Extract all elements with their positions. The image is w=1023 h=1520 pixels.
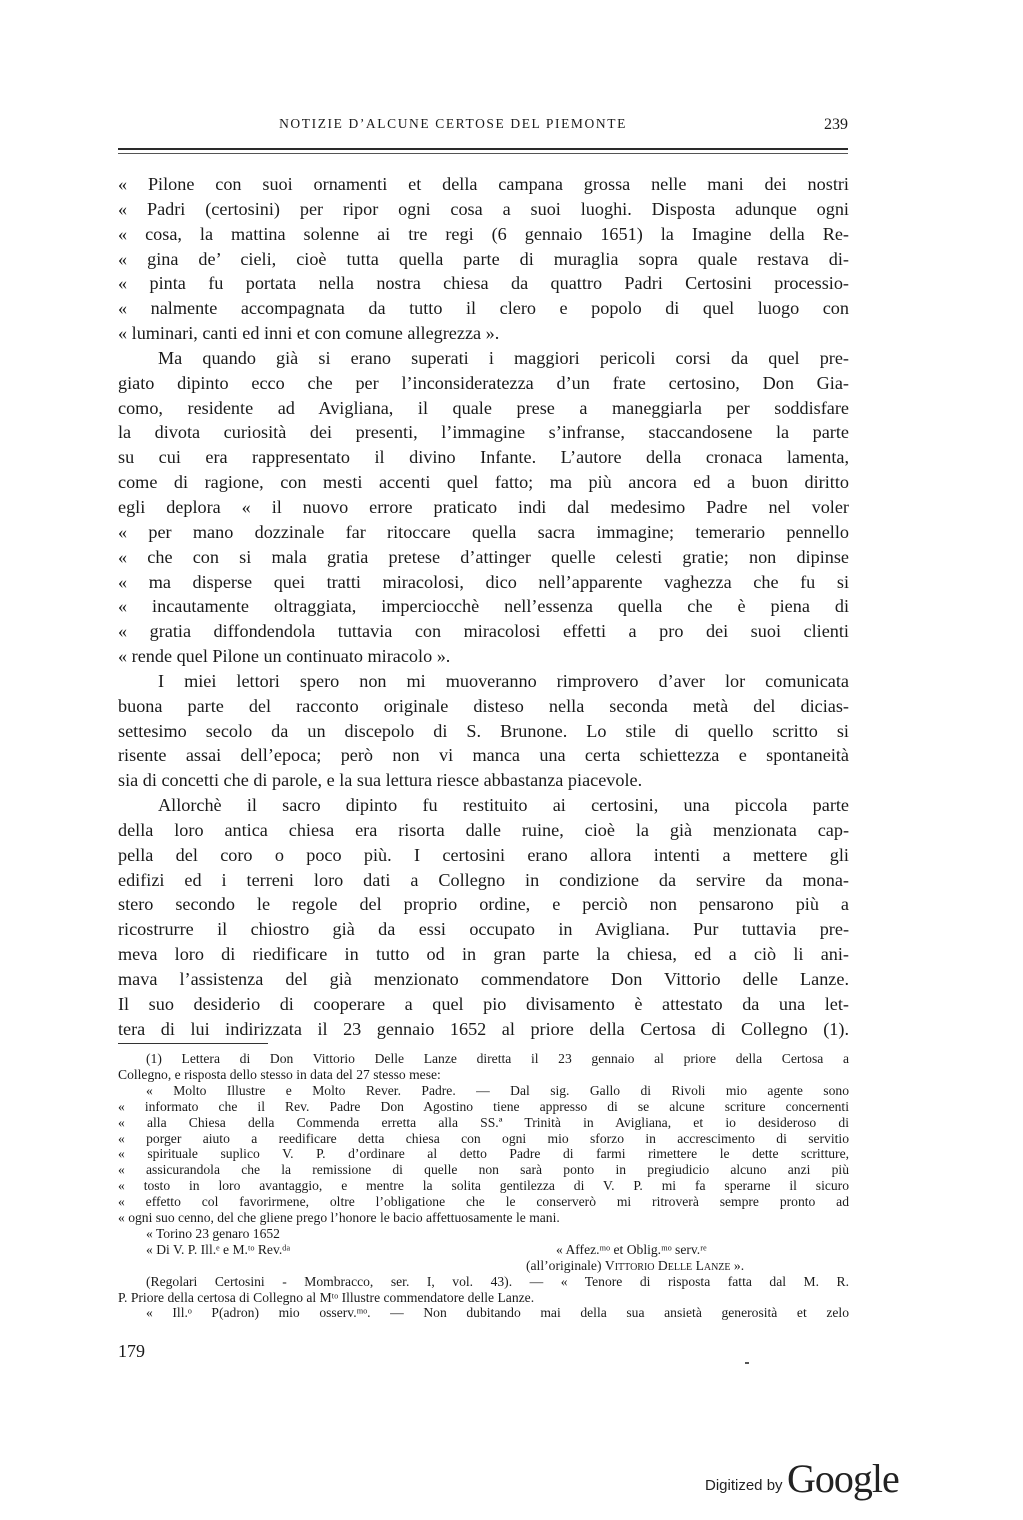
text-line: « cosa, la mattina solenne ai tre regi (6 gennaio 1651) la Imagine della Re- [118, 223, 849, 244]
footnote-line: (Regolari Certosini - Mombracco, ser. I, vol. 43). — « Tenore di risposta fatta dal M. R. [146, 1273, 849, 1289]
watermark-label: Digitized by [705, 1477, 783, 1494]
text-line: « gratia diffondendola tuttavia con miracolosi effetti a pro dei suoi clienti [118, 621, 849, 642]
text-line: « Padri (certosini) per ripor ogni cosa a suoi luoghi. Disposta adunque ogni [118, 198, 849, 219]
footnotes [118, 1051, 849, 1321]
text-line: pella del coro o poco più. I certosini erano allora intenti a mettere gli [118, 844, 849, 865]
footnote-line: « assicurandola che la remissione di quelle non sarà ponto in pregiudicio alcuno anzi più [118, 1162, 849, 1178]
footnote-line: Collegno, e risposta dello stesso in data del 27 stesso mese: [118, 1066, 441, 1082]
signature-mark: 179 [118, 1341, 145, 1361]
signature-author: Vittorio Delle Lanze [604, 1257, 731, 1273]
text-line: como, residente ad Avigliana, il quale prese a maneggiarla per soddisfare [118, 397, 849, 418]
google-watermark [705, 1455, 925, 1505]
header-rule-thin [118, 153, 848, 154]
signature-row [118, 1242, 849, 1258]
footnote-line: « informato che il Rev. Padre Don Agostino tiene appresso di se alcune scriture concernenti [118, 1098, 849, 1114]
text-line: risente assai dell’epoca; però non vi manca una certa schiettezza e spontaneità [118, 745, 849, 766]
text-line: « nalmente accompagnata da tutto il clero e popolo di quel luogo con [118, 298, 849, 319]
signature-salutation: « Di V. P. Ill.ᵉ e M.ᵗᵒ Rev.ᵈᵃ [146, 1241, 291, 1257]
text-line: Il suo desiderio di cooperare a quel pio divisamento è attestato da una let- [118, 993, 849, 1014]
text-line: « ma disperse quei tratti miracolosi, dico nell’apparente vaghezza che fu si [118, 571, 849, 592]
page-header [118, 116, 848, 138]
running-title: NOTIZIE D’ALCUNE CERTOSE DEL PIEMONTE [279, 116, 627, 131]
footnote-line: « spirituale suplico V. P. d’ordinare al detto Padre di farmi rimettere le dette scritture, [118, 1146, 849, 1162]
text-line: « Pilone con suoi ornamenti et della campana grossa nelle mani dei nostri [118, 174, 849, 194]
text-line: « per mano dozzinale far ritoccare quella sacra immagine; temerario pennello [118, 521, 849, 542]
text-line: egli deplora « il nuovo errore praticato indi dal medesimo Padre nel voler [118, 496, 849, 517]
body-text [118, 172, 849, 1042]
signature-closing: « Affez.ᵐᵒ et Oblig.ᵐᵒ serv.ʳᵉ [556, 1241, 707, 1257]
text-line: « incautamente oltraggiata, imperciocchè nell’essenza quella che è piena di [118, 596, 849, 617]
footnote-line: « ogni suo cenno, del che gliene prego l’honore le bacio affettuosamente le mani. [118, 1210, 560, 1226]
footnote-line: (1) Lettera di Don Vittorio Delle Lanze diretta il 23 gennaio al priore della Certosa a [146, 1051, 849, 1066]
signature-row [118, 1258, 849, 1274]
footnote-line: « effetto col favorirmene, oltre l’obligatione che le conserverò mi ritroverà sempre pronto ad [118, 1194, 849, 1210]
text-line: tera di lui indirizzata il 23 gennaio 1652 al priore della Certosa di Collegno (1). [118, 1018, 849, 1039]
text-line: Allorchè il sacro dipinto fu restituito ai certosini, una piccola parte [158, 795, 849, 816]
text-line: stero secondo le regole del proprio ordine, e perciò non pensarono più a [118, 894, 849, 915]
footnote-line: « Ill.ᵒ P(adron) mio osserv.ᵐᵒ. — Non dubitando mai della sua ansietà generosità et zelo [146, 1305, 849, 1321]
text-line: ricostrurre il chiostro già da essi occupato in Avigliana. Pur tuttavia pre- [118, 919, 849, 940]
text-line: come di ragione, con mesti accenti quel fatto; ma più ancora ed a buon diritto [118, 472, 849, 493]
footnote-rule [118, 1043, 268, 1044]
header-rule [118, 148, 848, 150]
print-mark [745, 1362, 749, 1364]
text-line: settesimo secolo da un discepolo di S. Brunone. Lo stile di quello scritto si [118, 720, 849, 741]
text-line: « luminari, canti ed inni et con comune allegrezza ». [118, 323, 500, 344]
text-line: edifizi ed i terreni loro dati a Collegno in condizione da servire da mona- [118, 869, 849, 890]
text-line: I miei lettori spero non mi muoveranno rimprovero d’aver lor comunicata [158, 670, 849, 691]
footnote-line: « tosto in loro avantaggio, e mentre la solita gentilezza di V. P. mi fa sperarne il sicuro [118, 1178, 849, 1194]
text-line: « gina de’ cieli, cioè tutta quella parte di muraglia sopra quale restava di- [118, 248, 849, 269]
text-line: « pinta fu portata nella nostra chiesa da quattro Padri Certosini processio- [118, 273, 849, 294]
footnote-line: « porger aiuto a reedificare detta chiesa con ogni mio sforzo in accrescimento di servitio [118, 1130, 849, 1146]
text-line: « rende quel Pilone un continuato miracolo ». [118, 646, 451, 667]
text-line: Ma quando già si erano superati i maggiori pericoli corsi da quel pre- [158, 347, 849, 368]
text-line: buona parte del racconto originale disteso nella seconda metà del dicias- [118, 695, 849, 716]
text-line: giato dipinto ecco che per l’inconsideratezza d’un frate certosino, Don Gia- [118, 372, 849, 393]
signature-name [526, 1258, 744, 1274]
text-line: la divota curiosità dei presenti, l’immagine s’infranse, staccandosene la parte [118, 422, 849, 443]
text-line: su cui era rappresentato il divino Infante. L’autore della cronaca lamenta, [118, 447, 849, 468]
text-line: sia di concetti che di parole, e la sua lettura riesce abbastanza piacevole. [118, 770, 643, 791]
signature-prefix: (all’originale) [526, 1257, 605, 1273]
text-line: « che con si mala gratia pretese d’attinger quelle celesti gratie; non dipinse [118, 546, 849, 567]
page-number: 239 [824, 116, 848, 133]
google-logo-word: Google [787, 1456, 899, 1501]
text-line: della loro antica chiesa era risorta dalle ruine, cioè la già menzionata cap- [118, 819, 849, 840]
text-line: meva loro di riedificare in tutto od in gran parte la chiesa, ed a ciò li ani- [118, 944, 849, 965]
footnote-line: P. Priore della certosa di Collegno al Mᵗᵒ Illustre commendatore delle Lanze. [118, 1289, 535, 1305]
footnote-line: « Torino 23 genaro 1652 [146, 1225, 280, 1241]
text-line: mava l’assistenza del già menzionato commendatore Don Vittorio delle Lanze. [118, 969, 849, 989]
signature-suffix: ». [730, 1257, 745, 1273]
footnote-line: « Molto Illustre e Molto Rever. Padre. — Dal sig. Gallo di Rivoli mio agente sono [146, 1082, 849, 1098]
footnote-line: « alla Chiesa della Commenda erretta alla SS.ª Trinità in Avigliana, et io desideroso di [118, 1114, 849, 1130]
